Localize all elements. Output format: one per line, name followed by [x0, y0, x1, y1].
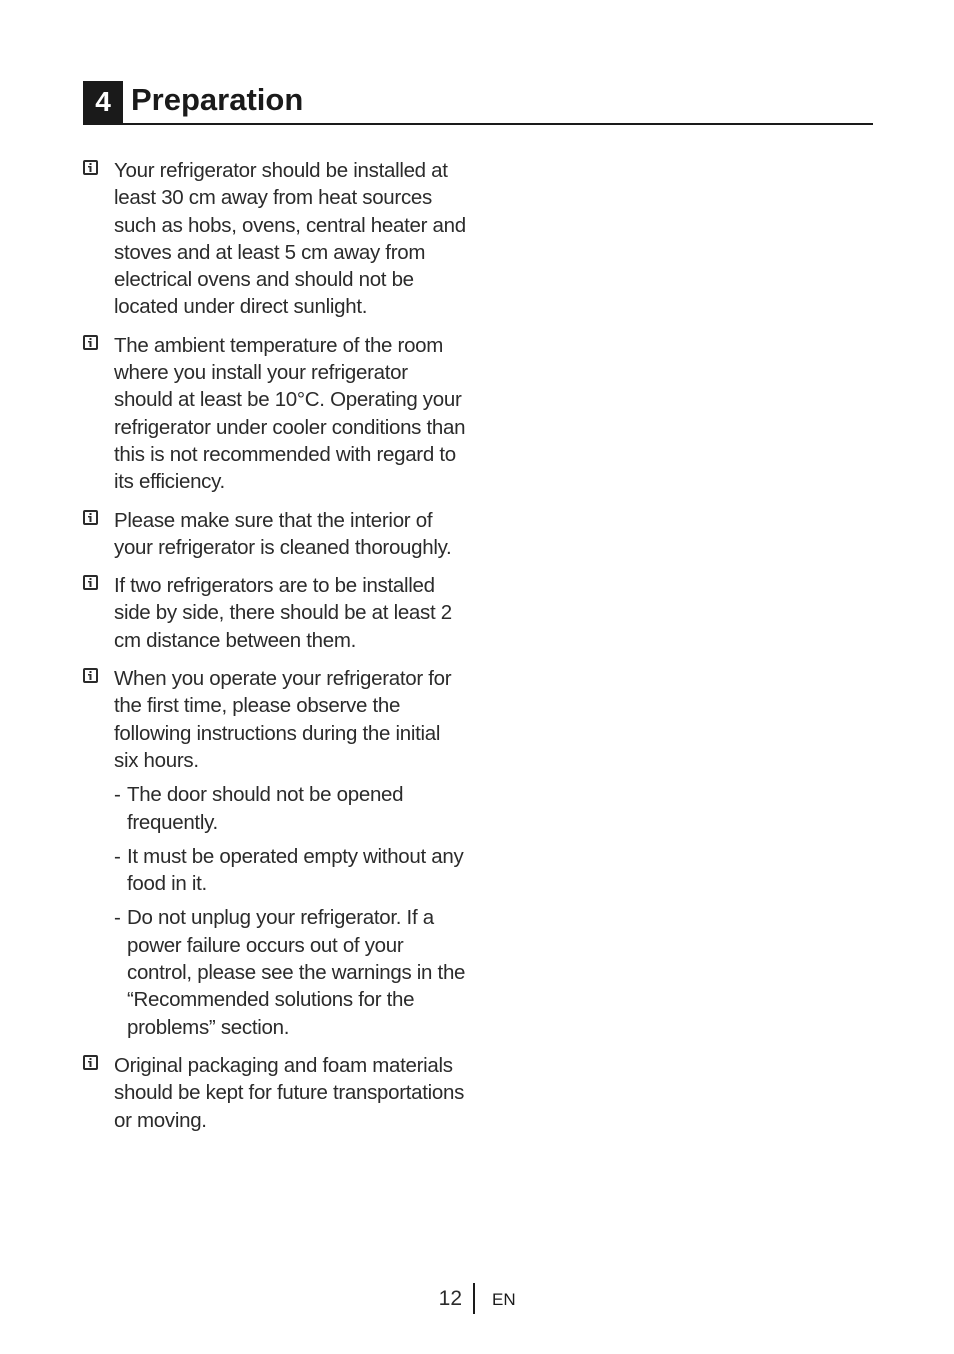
- chapter-header: [83, 81, 873, 125]
- note-item: [83, 157, 468, 321]
- sub-item-text: The door should not be opened frequently.: [127, 783, 404, 834]
- sub-item-text: Do not unplug your refrigerator. If a power failure occurs out of your control, please see the warnings in the “Recommended solutions for the problems” section.: [127, 906, 466, 1039]
- info-icon: [83, 160, 98, 175]
- note-item: [83, 665, 468, 1041]
- chapter-title: Preparation: [131, 82, 304, 117]
- note-text: If two refrigerators are to be installed side by side, there should be at least 2 cm distance between them.: [114, 574, 452, 652]
- chapter-number-badge: 4: [83, 81, 123, 123]
- dash-marker: -: [114, 783, 121, 807]
- info-icon: [83, 575, 98, 590]
- dash-marker: -: [114, 844, 121, 868]
- page-number: 12: [438, 1287, 462, 1310]
- sub-item: [114, 904, 468, 1040]
- page-footer: [0, 1283, 954, 1317]
- sub-item-text: It must be operated empty without any food in it.: [127, 844, 464, 896]
- note-text: The ambient temperature of the room where you install your refrigerator should at least be 10°C. Operating your refrigerator under cooler conditions than this is not recommended with regard to its efficiency.: [114, 333, 466, 494]
- sub-item: [114, 781, 468, 836]
- info-icon: [83, 1055, 98, 1070]
- note-item: [83, 1052, 468, 1134]
- note-text: Your refrigerator should be installed at least 30 cm away from heat sources such as hobs, ovens, central heater and stoves and at least 5 cm away from electrical ovens and should not be located under direct sunlight.: [114, 159, 466, 319]
- note-text: Original packaging and foam materials should be kept for future transportations or moving.: [114, 1053, 465, 1132]
- footer-divider: [473, 1283, 475, 1314]
- dash-marker: -: [114, 906, 121, 930]
- info-icon: [83, 668, 98, 683]
- note-item: [83, 332, 468, 496]
- info-icon: [83, 335, 98, 350]
- language-code: EN: [492, 1290, 516, 1309]
- note-item: [83, 572, 468, 654]
- sub-item: [114, 843, 468, 898]
- note-text: Please make sure that the interior of your refrigerator is cleaned thoroughly.: [114, 508, 452, 559]
- notes-list: [83, 157, 468, 1145]
- note-text: When you operate your refrigerator for the first time, please observe the following instructions during the initial six hours.: [114, 667, 452, 772]
- note-item: [83, 507, 468, 562]
- info-icon: [83, 510, 98, 525]
